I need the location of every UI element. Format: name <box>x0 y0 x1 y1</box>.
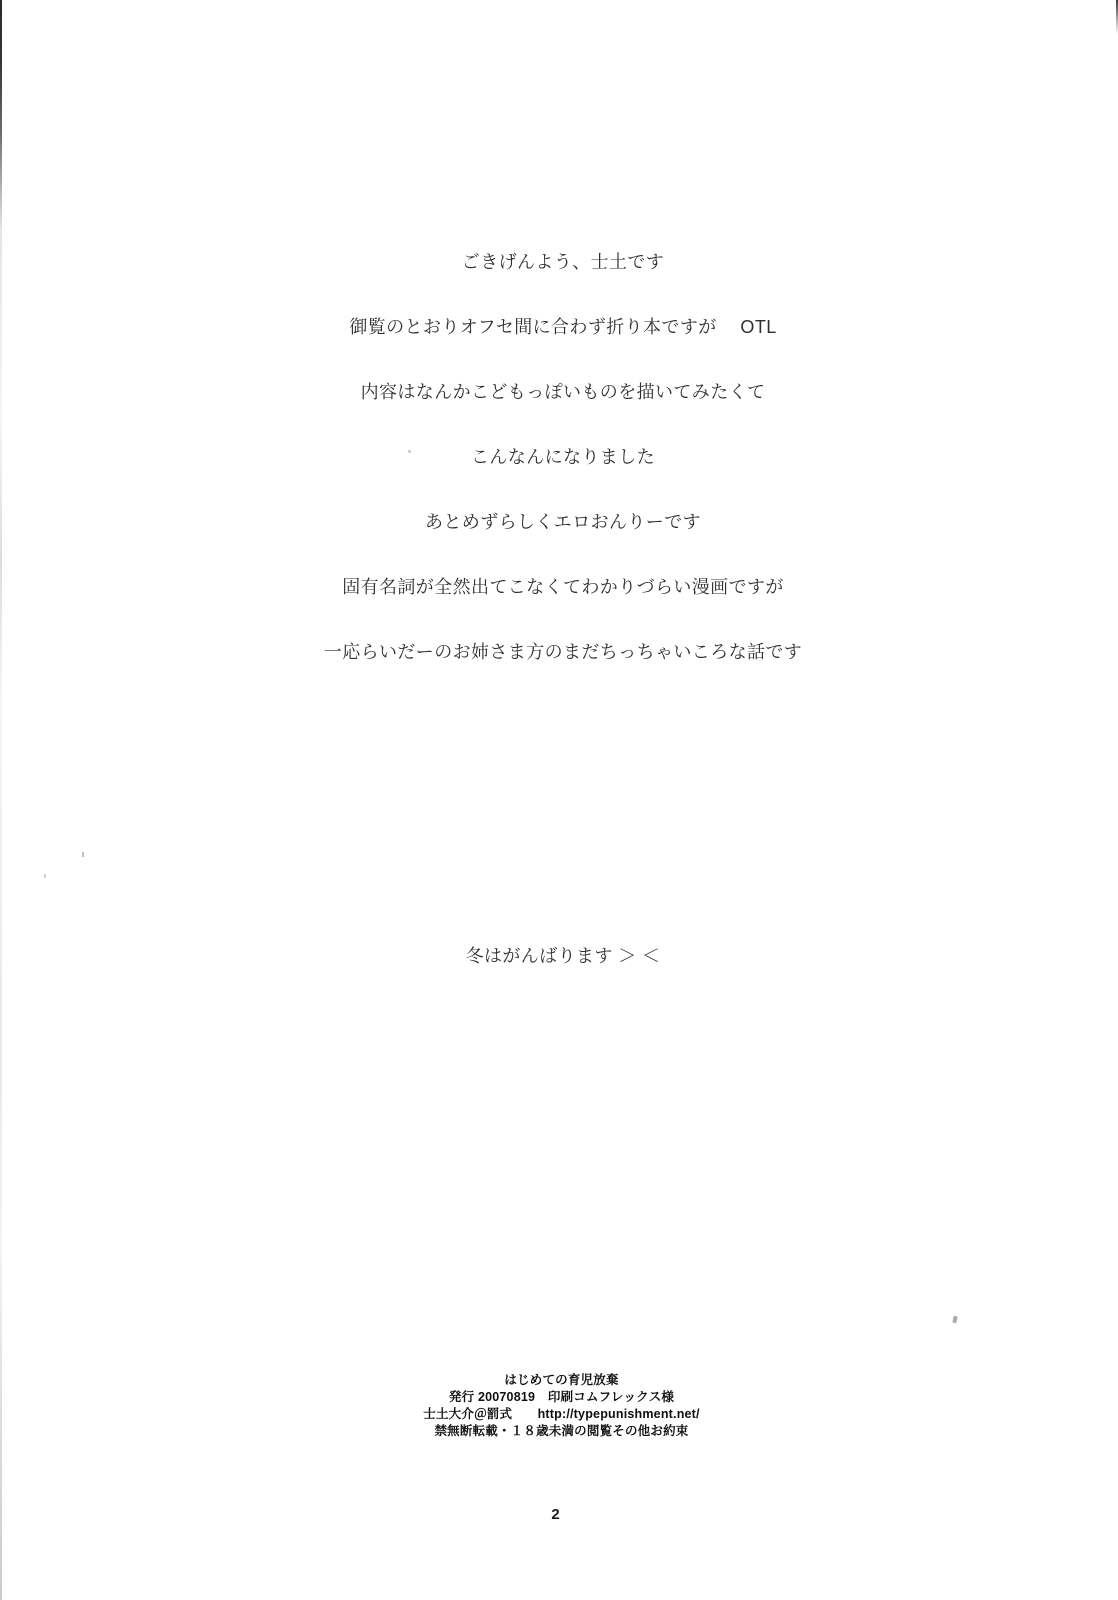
afterword-line: 御覧のとおりオフセ間に合わず折り本ですが OTL <box>349 317 777 337</box>
afterword-line: 一応らいだーのお姉さま方のまだちっちゃいころな話です <box>323 642 803 662</box>
afterword-line: あとめずらしくエロおんりーです <box>425 512 701 532</box>
afterword-line-greeting: ごきげんよう、士土です <box>461 252 665 272</box>
afterword-line-closing: 冬はがんばります ＞ ＜ <box>465 946 661 966</box>
colophon-author-url: 士土大介＠罰式 http://typepunishment.net/ <box>423 1406 700 1421</box>
scan-speck <box>44 874 46 878</box>
colophon-title: はじめての育児放棄 <box>504 1373 619 1387</box>
afterword-line: こんなんになりました <box>471 447 655 467</box>
afterword-line: 内容はなんかこどもっぽいものを描いてみたくて <box>360 382 766 402</box>
scan-speck <box>952 1316 957 1324</box>
colophon-notice: 禁無断転載・１８歳未満の閲覧その他お約束 <box>434 1423 689 1438</box>
scan-edge-artifact-left <box>0 0 2 1600</box>
page-number: 2 <box>551 1506 560 1523</box>
colophon <box>0 1372 1118 1440</box>
scan-speck <box>82 852 84 857</box>
afterword-line: 固有名詞が全然出てこなくてわかりづらい漫画ですが <box>342 577 784 597</box>
colophon-publication-info: 発行 20070819 印刷コムフレックス様 <box>448 1389 675 1404</box>
